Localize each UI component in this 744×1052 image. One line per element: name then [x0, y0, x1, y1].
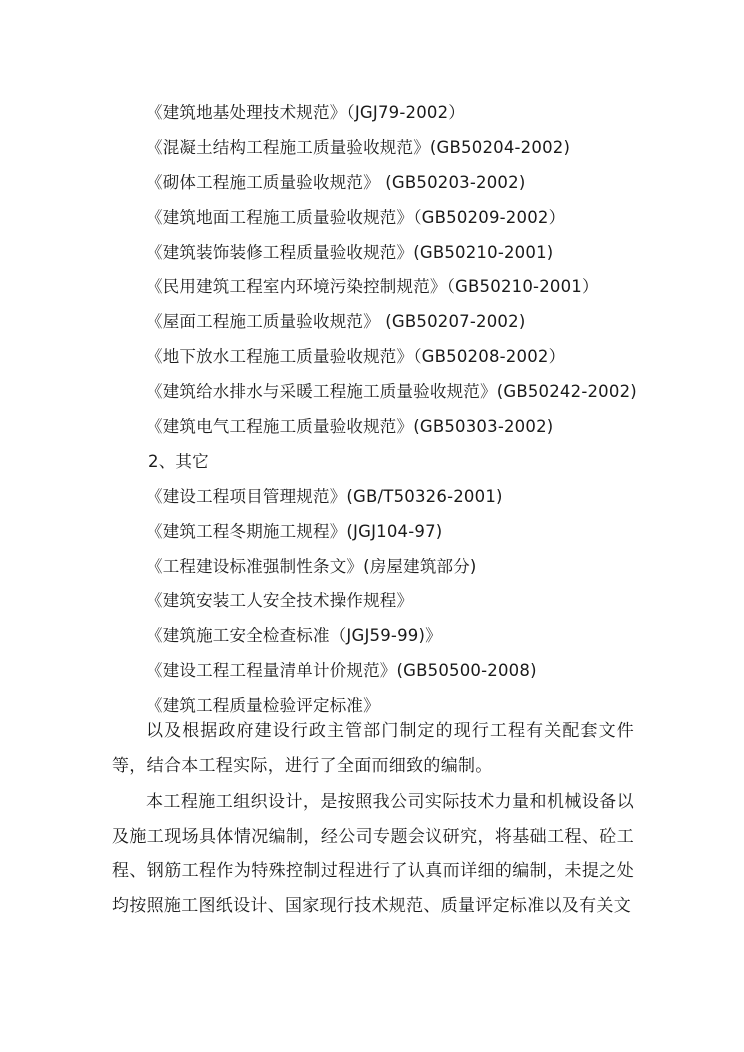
- standard-item: 《建筑地基处理技术规范》（JGJ79-2002）: [146, 103, 466, 122]
- standard-item: 《建筑电气工程施工质量验收规范》(GB50303-2002): [146, 417, 554, 437]
- standard-item: 《混凝土结构工程施工质量验收规范》(GB50204-2002): [146, 137, 571, 157]
- standards-list: [146, 96, 637, 724]
- standard-item: 《建筑地面工程施工质量验收规范》（GB50209-2002）: [146, 207, 566, 227]
- standard-item: 《建筑给水排水与采暖工程施工质量验收规范》(GB50242-2002): [146, 382, 637, 402]
- standard-item: 《建设工程工程量清单计价规范》(GB50500-2008): [146, 661, 537, 681]
- standard-item: 《砌体工程施工质量验收规范》 (GB50203-2002): [146, 172, 526, 192]
- standard-item: 《建设工程项目管理规范》(GB/T50326-2001): [146, 486, 503, 506]
- standard-item: 《建筑工程冬期施工规程》(JGJ104-97): [146, 521, 443, 541]
- body-paragraph: 本工程施工组织设计，是按照我公司实际技术力量和机械设备以及施工现场具体情况编制，经公司专题会议研究，将基础工程、砼工程、钢筋工程作为特殊控制过程进行了认真而详细的编制，未提之处均按照施工图纸设计、国家现行技术规范、质量评定标准以及有关文: [112, 792, 634, 916]
- section-heading: 2、其它: [148, 451, 209, 471]
- standard-item: 《民用建筑工程室内环境污染控制规范》（GB50210-2001）: [146, 277, 599, 297]
- standard-item: 《屋面工程施工质量验收规范》 (GB50207-2002): [146, 312, 526, 332]
- standard-item: 《建筑装饰装修工程质量验收规范》(GB50210-2001): [146, 242, 554, 262]
- body-paragraph: 以及根据政府建设行政主管部门制定的现行工程有关配套文件等，结合本工程实际，进行了全面而细致的编制。: [112, 721, 634, 776]
- standard-item: 《建筑工程质量检验评定标准》: [146, 696, 380, 716]
- standard-item: 《建筑安装工人安全技术操作规程》: [146, 591, 414, 611]
- standard-item: 《建筑施工安全检查标准（JGJ59-99)》: [146, 626, 442, 646]
- standard-item: 《地下放水工程施工质量验收规范》（GB50208-2002）: [146, 347, 566, 367]
- standard-item: 《工程建设标准强制性条文》(房屋建筑部分): [146, 556, 477, 576]
